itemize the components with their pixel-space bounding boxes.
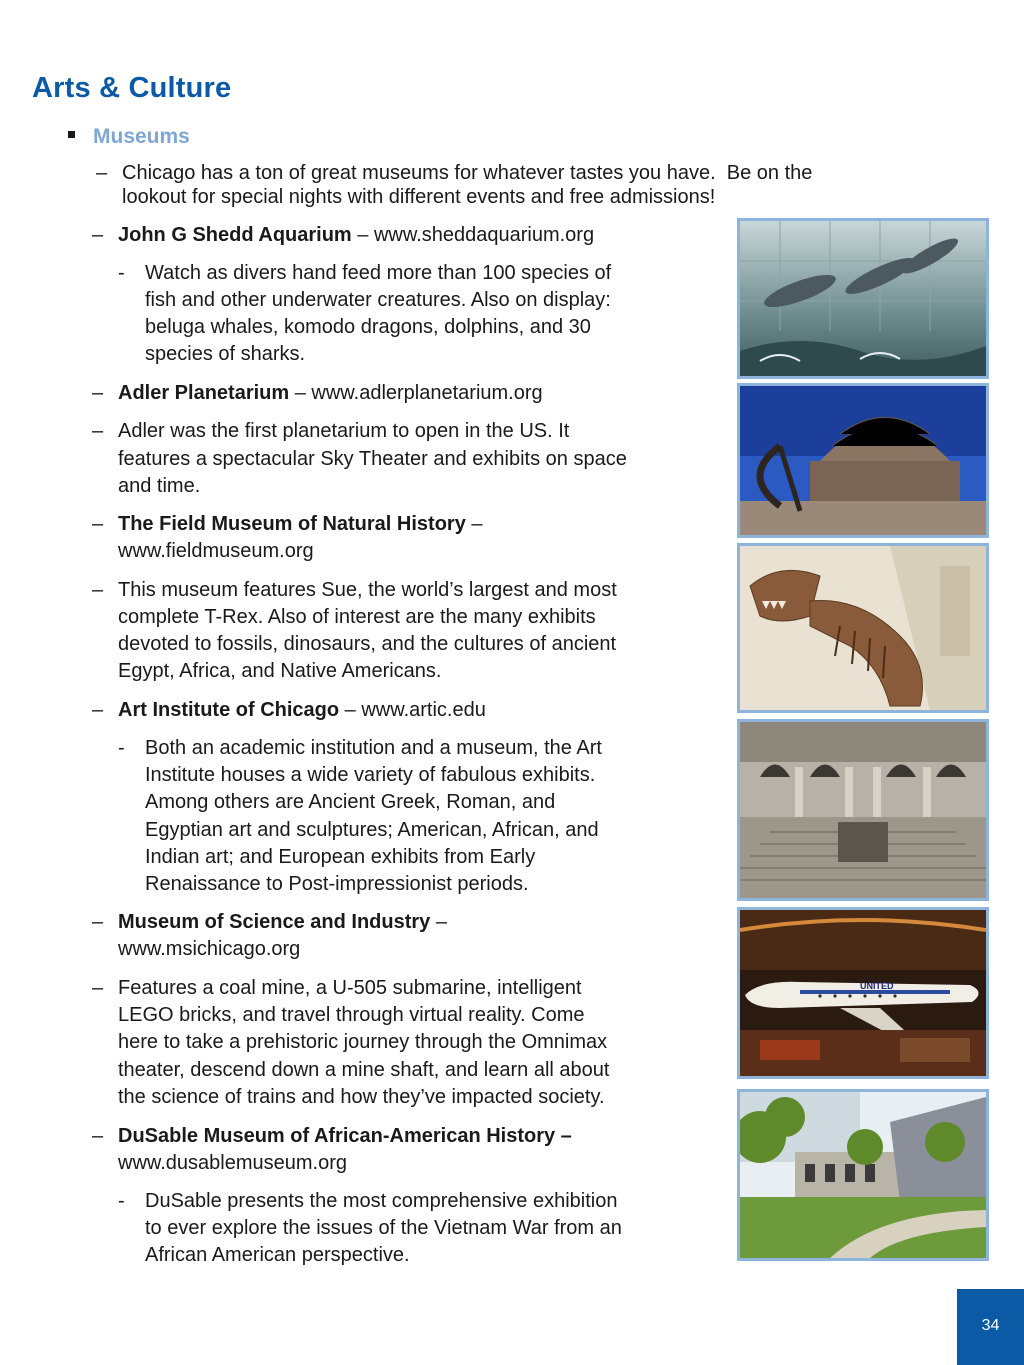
- museum-url[interactable]: www.fieldmuseum.org: [118, 540, 314, 562]
- museum-name: DuSable Museum of African-American History –: [118, 1125, 572, 1147]
- museum-desc-line: species of sharks.: [145, 343, 306, 365]
- museum-desc-line: and time.: [118, 475, 201, 497]
- dash-marker: –: [96, 162, 108, 184]
- museum-desc-line: LEGO bricks, and travel through virtual reality. Come: [118, 1004, 585, 1026]
- separator: –: [339, 699, 362, 721]
- museum-name: The Field Museum of Natural History: [118, 513, 466, 535]
- museum-desc-line: fish and other underwater creatures. Also on display:: [145, 289, 611, 311]
- dash-marker: –: [92, 382, 104, 404]
- art-institute-photo: [737, 719, 989, 901]
- intro-text-line: Chicago has a ton of great museums for whatever tastes you have. Be on the: [122, 162, 813, 184]
- separator: –: [289, 382, 312, 404]
- museum-desc-line: Egypt, Africa, and Native Americans.: [118, 660, 442, 682]
- museum-desc-line: Renaissance to Post-impressionist periods.: [145, 873, 529, 895]
- museum-name: Art Institute of Chicago: [118, 699, 340, 721]
- museum-url[interactable]: www.sheddaquarium.org: [373, 224, 595, 246]
- museum-desc-line: Indian art; and European exhibits from Early: [145, 846, 536, 868]
- museum-desc-line: Egyptian art and sculptures; American, African, and: [145, 819, 599, 841]
- dash-marker: –: [92, 977, 104, 999]
- msi-photo: [737, 907, 989, 1079]
- dash-marker: –: [92, 579, 104, 601]
- dash-marker: –: [92, 699, 104, 721]
- museum-desc-line: complete T-Rex. Also of interest are the many exhibits: [118, 606, 596, 628]
- dash-marker: –: [92, 224, 104, 246]
- museum-desc-line: Watch as divers hand feed more than 100 species of: [145, 262, 612, 284]
- page-title: Arts & Culture: [32, 72, 232, 104]
- museum-desc-line: here to take a prehistoric journey through the Omnimax: [118, 1031, 608, 1053]
- museum-desc-line: Both an academic institution and a museum, the Art: [145, 737, 602, 759]
- museum-desc-line: features a spectacular Sky Theater and exhibits on space: [118, 448, 627, 470]
- sub-dash-marker: -: [118, 737, 125, 759]
- section-heading-label: Museums: [93, 125, 190, 148]
- dash-marker: –: [92, 911, 104, 933]
- airliner-livery: UNITED: [860, 981, 894, 991]
- separator: –: [351, 224, 374, 246]
- museum-url[interactable]: www.dusablemuseum.org: [118, 1152, 347, 1174]
- dash-marker: –: [92, 1125, 104, 1147]
- museum-heading-field: [118, 511, 483, 538]
- museum-desc-line: African American perspective.: [145, 1244, 410, 1266]
- museum-url[interactable]: www.msichicago.org: [118, 938, 301, 960]
- dash-marker: –: [92, 420, 104, 442]
- museum-desc-line: the science of trains and how they’ve impacted society.: [118, 1086, 605, 1108]
- museum-heading-shedd: [118, 222, 594, 249]
- museum-desc-line: devoted to fossils, dinosaurs, and the cultures of ancient: [118, 633, 617, 655]
- museum-heading-artic: [118, 697, 486, 724]
- adler-planetarium-photo: [737, 383, 989, 538]
- page-number-box: [957, 1289, 1024, 1365]
- museum-desc-line: DuSable presents the most comprehensive exhibition: [145, 1190, 618, 1212]
- museum-desc-line: Adler was the first planetarium to open in the US. It: [118, 420, 570, 442]
- intro-text-line: lookout for special nights with different events and free admissions!: [122, 186, 716, 208]
- separator: –: [430, 911, 447, 933]
- museum-name: John G Shedd Aquarium: [118, 224, 352, 246]
- museum-url[interactable]: www.adlerplanetarium.org: [311, 382, 543, 404]
- museum-heading-adler: [118, 380, 543, 407]
- dash-marker: –: [92, 513, 104, 535]
- museum-url[interactable]: www.artic.edu: [361, 699, 486, 721]
- museum-desc-line: Among others are Ancient Greek, Roman, and: [145, 791, 556, 813]
- museum-desc-line: theater, descend down a mine shaft, and learn all about: [118, 1059, 610, 1081]
- museum-desc-line: Features a coal mine, a U-505 submarine, intelligent: [118, 977, 582, 999]
- museum-name: Museum of Science and Industry: [118, 911, 431, 933]
- shedd-aquarium-photo: [737, 218, 989, 379]
- separator: –: [465, 513, 483, 535]
- museum-desc-line: to ever explore the issues of the Vietnam War from an: [145, 1217, 622, 1239]
- museum-heading-msi: [118, 909, 447, 936]
- page-number: 34: [981, 1317, 1000, 1334]
- field-museum-photo: [737, 543, 989, 713]
- dusable-museum-photo: [737, 1089, 989, 1261]
- museum-desc-line: This museum features Sue, the world’s largest and most: [118, 579, 617, 601]
- museum-name: Adler Planetarium: [118, 382, 290, 404]
- museum-desc-line: Institute houses a wide variety of fabulous exhibits.: [145, 764, 596, 786]
- sub-dash-marker: -: [118, 1190, 125, 1212]
- museum-desc-line: beluga whales, komodo dragons, dolphins, and 30: [145, 316, 591, 338]
- sub-dash-marker: -: [118, 262, 125, 284]
- section-heading: [68, 125, 190, 149]
- square-bullet-icon: [68, 131, 75, 138]
